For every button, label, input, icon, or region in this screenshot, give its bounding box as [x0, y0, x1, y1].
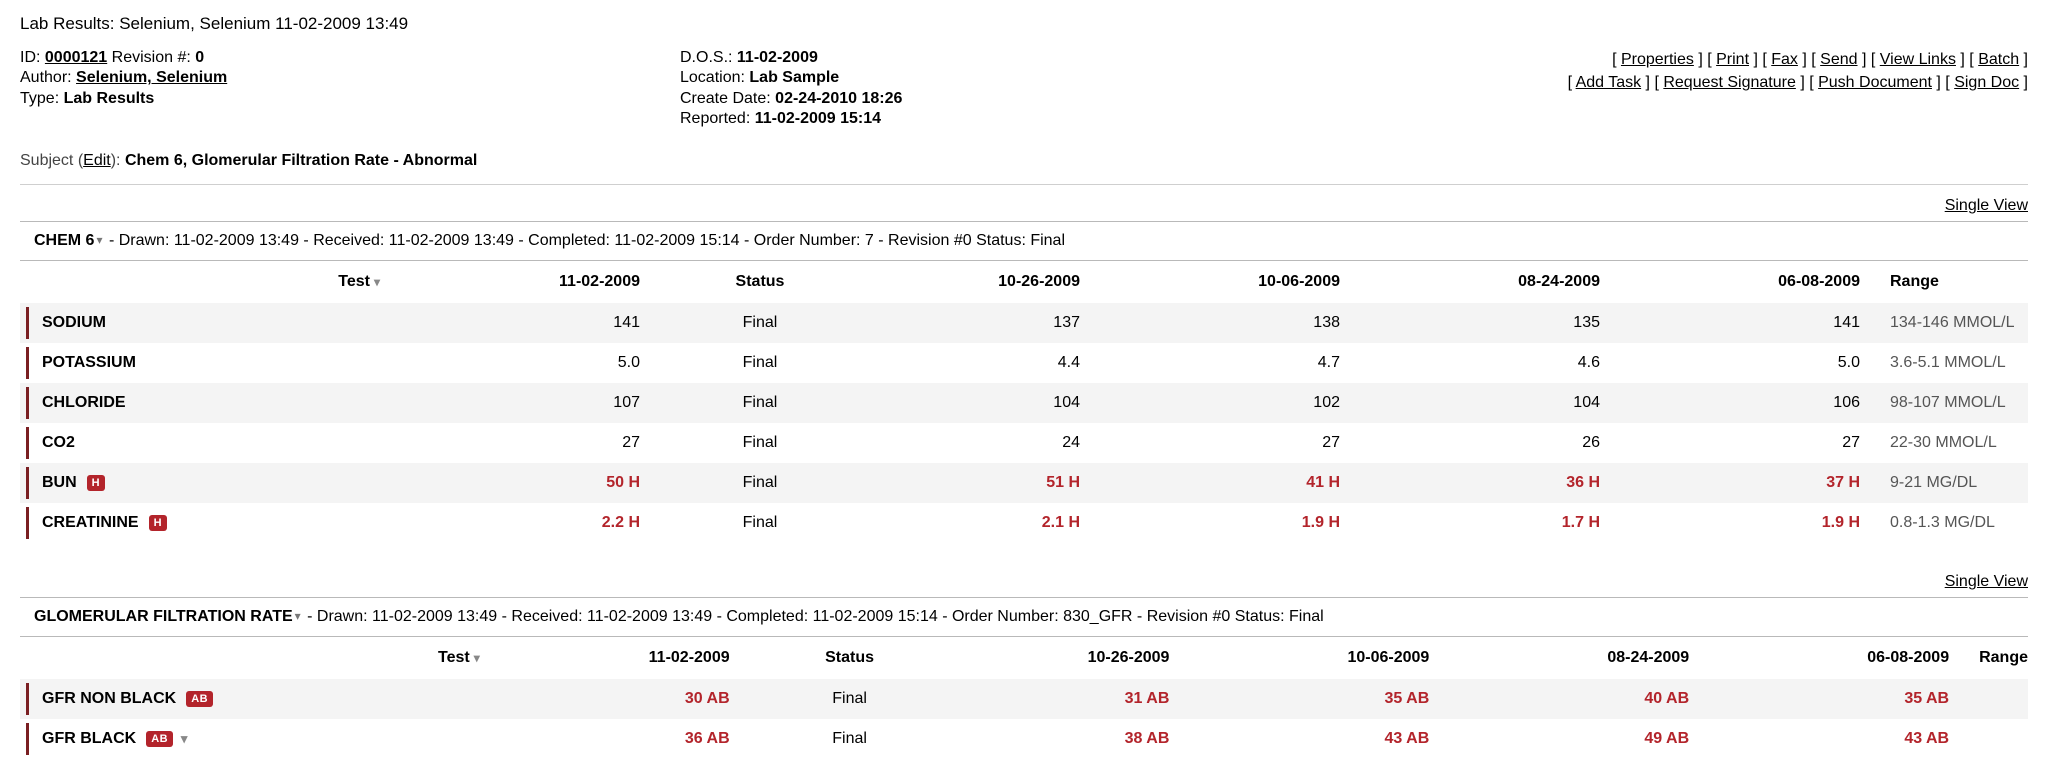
value-cell-date-3: 41 H	[1110, 463, 1370, 503]
dos-line	[680, 48, 1320, 68]
range-cell: 98-107 MMOL/L	[1890, 383, 2028, 423]
action-links-row-1	[1320, 48, 2028, 71]
chevron-down-icon[interactable]: ▾	[473, 650, 480, 665]
value-cell-date-2: 51 H	[850, 463, 1110, 503]
value-cell-date-1: 5.0	[617, 353, 640, 371]
author-value[interactable]: Selenium, Selenium	[76, 69, 228, 87]
lab-table-gfr	[20, 637, 2028, 759]
table-row[interactable]	[20, 679, 2028, 719]
range-cell: 0.8-1.3 MG/DL	[1890, 513, 1995, 531]
value-cell-date-4: 26	[1582, 433, 1600, 451]
test-name-label: SODIUM	[42, 313, 106, 331]
dos-value: 11-02-2009	[736, 49, 818, 66]
status-cell: Final	[760, 679, 940, 719]
panel-name-gfr: GLOMERULAR FILTRATION RATE	[34, 607, 293, 625]
sign-doc-link[interactable]: Sign Doc	[1954, 74, 2020, 92]
create-date-line	[680, 89, 1320, 109]
properties-link[interactable]: Properties	[1620, 51, 1694, 68]
value-cell-date-3: 43 AB	[1384, 729, 1430, 747]
table-row[interactable]	[20, 503, 2028, 543]
lab-table-chem6	[20, 261, 2028, 543]
range-cell	[1979, 679, 2028, 719]
value-cell-date-4: 4.6	[1577, 353, 1600, 371]
column-header-test-label: Test	[338, 272, 370, 290]
table-row[interactable]	[20, 343, 2028, 383]
column-header-date-3: 10-06-2009	[1347, 648, 1430, 666]
value-cell-date-5: 27	[1842, 433, 1860, 451]
row-accent-bar	[26, 347, 29, 379]
create-date-label: Create Date:	[680, 89, 771, 107]
row-accent-bar	[26, 467, 29, 499]
value-cell-date-4: 36 H	[1370, 463, 1630, 503]
bracket-close: ]	[2019, 51, 2028, 68]
action-links-row-2	[1320, 71, 2028, 94]
test-name-cell	[20, 423, 410, 463]
subject-edit-link[interactable]: Edit	[83, 151, 111, 169]
value-cell-date-4: 1.7 H	[1561, 513, 1600, 531]
column-header-range: Range	[1979, 648, 2028, 666]
table-header-row	[20, 637, 2028, 679]
lab-table-gfr-wrap	[20, 637, 2028, 759]
bracket-close: ] [	[1955, 51, 1979, 68]
value-cell-date-4: 104	[1370, 383, 1630, 423]
status-cell: Final	[670, 463, 850, 503]
type-label: Type:	[20, 89, 60, 107]
chevron-down-icon[interactable]: ▾	[373, 274, 380, 289]
row-accent-bar	[26, 387, 29, 419]
value-cell-date-3: 35 AB	[1199, 679, 1459, 719]
value-cell-date-1: 50 H	[410, 463, 670, 503]
single-view-row-gfr	[20, 571, 2028, 591]
location-value: Lab Sample	[749, 69, 840, 87]
test-name-label: GFR BLACK	[42, 729, 137, 747]
value-cell-date-3: 102	[1110, 383, 1370, 423]
revision-value: 0	[195, 49, 205, 66]
location-line	[680, 68, 1320, 88]
lab-table-chem6-body	[20, 303, 2028, 543]
chevron-down-icon[interactable]: ▾	[96, 232, 103, 247]
document-id-label: ID:	[20, 49, 41, 66]
test-name-cell	[20, 463, 410, 503]
location-label: Location:	[680, 69, 745, 87]
value-cell-date-3: 138	[1110, 303, 1370, 343]
status-cell: Final	[742, 513, 778, 531]
test-name-cell	[20, 679, 510, 719]
value-cell-date-2: 31 AB	[940, 679, 1200, 719]
panel-details-gfr: - Drawn: 11-02-2009 13:49 - Received: 11-02-2009 13:49 - Completed: 11-02-2009 15:14 - Order Number: 830_GFR - Revision #0 Status: Final	[307, 607, 1324, 625]
bracket-close: ] [	[1641, 74, 1664, 92]
print-link[interactable]: Print	[1716, 51, 1750, 68]
request-signature-link[interactable]: Request Signature	[1663, 74, 1796, 92]
author-label: Author:	[20, 69, 72, 87]
value-cell-date-4: 49 AB	[1644, 729, 1690, 747]
fax-link[interactable]: Fax	[1771, 51, 1798, 68]
test-name-cell	[20, 383, 410, 423]
range-cell: 134-146 MMOL/L	[1890, 303, 2028, 343]
subject-text: Chem 6, Glomerular Filtration Rate - Abnormal	[124, 151, 478, 169]
action-links	[1320, 48, 2028, 94]
chevron-down-icon[interactable]: ▾	[180, 730, 188, 746]
value-cell-date-1: 107	[410, 383, 670, 423]
dos-label: D.O.S.:	[680, 49, 733, 66]
bracket-close: ] [	[1931, 74, 1955, 92]
lab-table-chem6-head	[20, 261, 2028, 303]
range-cell	[1979, 719, 2028, 759]
column-header-test-label: Test	[438, 648, 470, 666]
bracket-close: ] [	[1693, 51, 1717, 68]
row-accent-bar	[26, 507, 29, 539]
panel-header-chem6	[20, 221, 2028, 261]
push-document-link[interactable]: Push Document	[1818, 74, 1932, 92]
column-header-status: Status	[735, 272, 785, 290]
value-cell-date-5: 141	[1630, 303, 1890, 343]
status-cell: Final	[742, 353, 778, 371]
column-header-date-2: 10-26-2009	[1087, 648, 1170, 666]
subject-prefix: Subject (	[20, 151, 84, 169]
value-cell-date-5: 5.0	[1837, 353, 1860, 371]
value-cell-date-2: 4.4	[1057, 353, 1080, 371]
lab-table-chem6-wrap	[20, 261, 2028, 543]
bracket-open: [	[1612, 51, 1621, 68]
test-name-label: CO2	[42, 433, 75, 451]
panel-name-chem6: CHEM 6	[34, 231, 95, 249]
document-id-value[interactable]: 0000121	[44, 49, 108, 66]
test-name-label: GFR NON BLACK	[42, 689, 177, 707]
value-cell-date-1: 27	[622, 433, 640, 451]
subject-suffix: ):	[110, 151, 121, 169]
value-cell-date-1: 30 AB	[510, 679, 760, 719]
subject-row	[20, 152, 2028, 170]
value-cell-date-1: 141	[410, 303, 670, 343]
column-header-test	[20, 261, 410, 303]
status-cell: Final	[832, 729, 867, 747]
metadata-middle-column	[680, 48, 1320, 130]
row-accent-bar	[26, 307, 29, 339]
bracket-close: ] [	[1857, 51, 1880, 68]
value-cell-date-5: 43 AB	[1904, 729, 1950, 747]
test-name-label: CHLORIDE	[42, 393, 126, 411]
single-view-link-chem6[interactable]: Single View	[1944, 196, 2028, 214]
column-header-date-3: 10-06-2009	[1258, 272, 1340, 290]
value-cell-date-2: 104	[850, 383, 1110, 423]
column-header-date-1: 11-02-2009	[648, 648, 730, 666]
value-cell-date-2: 24	[1062, 433, 1080, 451]
test-name-cell	[20, 719, 510, 759]
column-header-date-2: 10-26-2009	[998, 272, 1080, 290]
batch-link[interactable]: Batch	[1978, 51, 2020, 68]
test-name-label: POTASSIUM	[42, 353, 136, 371]
value-cell-date-3: 27	[1322, 433, 1340, 451]
panel-details-chem6: - Drawn: 11-02-2009 13:49 - Received: 11-02-2009 13:49 - Completed: 11-02-2009 15:14 - Order Number: 7 - Revision #0 Status: Final	[108, 231, 1066, 249]
range-cell: 9-21 MG/DL	[1890, 463, 2028, 503]
test-name-cell	[20, 343, 410, 383]
row-accent-bar	[26, 427, 29, 459]
revision-label: Revision #:	[111, 49, 191, 66]
document-id-line	[20, 48, 680, 68]
test-name-label: BUN	[42, 473, 77, 491]
test-name-cell	[20, 503, 410, 543]
status-badge: H	[149, 515, 167, 531]
page-title: Lab Results: Selenium, Selenium 11-02-2009 13:49	[20, 14, 409, 33]
range-cell: 3.6-5.1 MMOL/L	[1890, 353, 2006, 371]
value-cell-date-4: 135	[1370, 303, 1630, 343]
reported-line	[680, 109, 1320, 129]
value-cell-date-2: 38 AB	[1124, 729, 1170, 747]
table-row[interactable]	[20, 383, 2028, 423]
test-name-cell	[20, 303, 410, 343]
column-header-test	[20, 637, 510, 679]
status-cell: Final	[670, 303, 850, 343]
value-cell-date-1: 36 AB	[684, 729, 730, 747]
status-cell: Final	[742, 433, 778, 451]
value-cell-date-5: 1.9 H	[1821, 513, 1860, 531]
create-date-value: 02-24-2010 18:26	[775, 89, 903, 107]
column-header-date-5: 06-08-2009	[1867, 648, 1950, 666]
add-task-link[interactable]: Add Task	[1575, 74, 1642, 92]
value-cell-date-5: 35 AB	[1719, 679, 1979, 719]
value-cell-date-5: 37 H	[1630, 463, 1890, 503]
document-metadata	[20, 48, 2028, 130]
value-cell-date-3: 1.9 H	[1301, 513, 1340, 531]
bracket-close: ] [	[1797, 51, 1821, 68]
view-links-link[interactable]: View Links	[1879, 51, 1956, 68]
table-row[interactable]	[20, 423, 2028, 463]
test-name-label: CREATININE	[42, 513, 139, 531]
value-cell-date-4: 40 AB	[1459, 679, 1719, 719]
status-badge: AB	[146, 731, 173, 747]
chevron-down-icon[interactable]: ▾	[294, 608, 301, 623]
bracket-close: ] [	[1749, 51, 1772, 68]
row-accent-bar	[26, 723, 29, 755]
column-header-status: Status	[825, 648, 875, 666]
metadata-left-column	[20, 48, 680, 109]
panel-header-gfr	[20, 597, 2028, 637]
table-header-row	[20, 261, 2028, 303]
table-row[interactable]	[20, 719, 2028, 759]
value-cell-date-2: 2.1 H	[1041, 513, 1080, 531]
column-header-date-1: 11-02-2009	[559, 272, 640, 290]
type-line	[20, 89, 680, 109]
status-cell: Final	[670, 383, 850, 423]
author-line	[20, 68, 680, 88]
bracket-open: [	[1567, 74, 1576, 92]
send-link[interactable]: Send	[1820, 51, 1858, 68]
range-cell: 22-30 MMOL/L	[1890, 433, 1997, 451]
column-header-date-5: 06-08-2009	[1778, 272, 1860, 290]
divider	[20, 184, 2028, 185]
value-cell-date-2: 137	[850, 303, 1110, 343]
bracket-close: ] [	[1795, 74, 1819, 92]
value-cell-date-1: 2.2 H	[601, 513, 640, 531]
status-badge: H	[87, 475, 105, 491]
row-accent-bar	[26, 683, 29, 715]
bracket-close: ]	[2019, 74, 2028, 92]
value-cell-date-3: 4.7	[1317, 353, 1340, 371]
lab-table-gfr-head	[20, 637, 2028, 679]
table-row[interactable]	[20, 463, 2028, 503]
single-view-row-chem6	[20, 195, 2028, 215]
reported-label: Reported:	[680, 110, 751, 128]
value-cell-date-5: 106	[1630, 383, 1890, 423]
lab-table-gfr-body	[20, 679, 2028, 759]
reported-value: 11-02-2009 15:14	[754, 110, 882, 128]
column-header-range: Range	[1890, 272, 1939, 290]
column-header-date-4: 08-24-2009	[1518, 272, 1600, 290]
table-row[interactable]	[20, 303, 2028, 343]
single-view-link-gfr[interactable]: Single View	[1944, 572, 2028, 590]
type-value: Lab Results	[63, 89, 155, 107]
column-header-date-4: 08-24-2009	[1607, 648, 1690, 666]
status-badge: AB	[186, 691, 213, 707]
